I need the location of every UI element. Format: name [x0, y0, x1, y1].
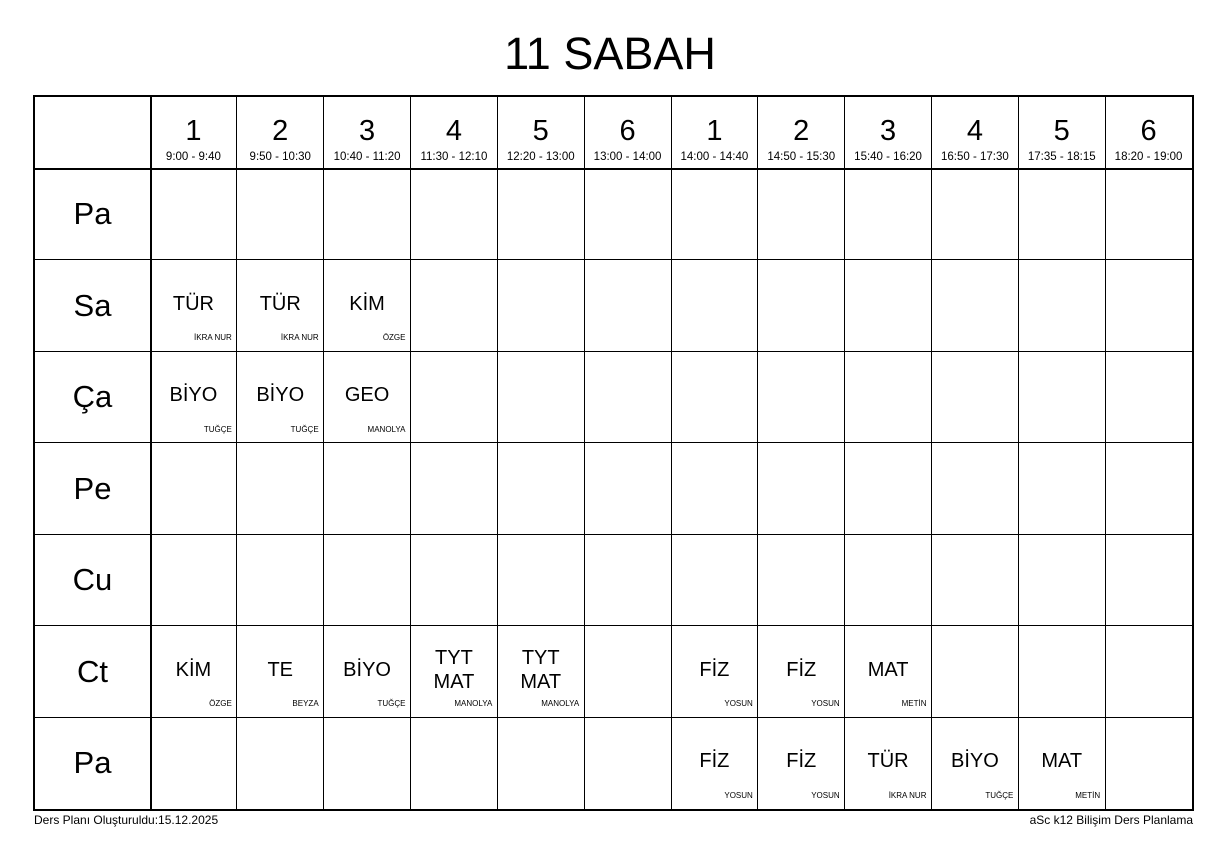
lesson-teacher: İKRA NUR — [280, 333, 319, 343]
lesson-subject: GEO — [344, 384, 390, 407]
lesson-subject: FİZ — [699, 750, 730, 773]
lesson-subject-line: TYT — [435, 646, 473, 669]
period-time: 14:50 - 15:30 — [767, 151, 836, 163]
lesson-cell — [845, 626, 932, 718]
period-number: 4 — [966, 115, 983, 147]
lesson-cell — [845, 717, 932, 809]
period-time: 9:00 - 9:40 — [165, 151, 221, 163]
lesson-teacher: TUĞÇE — [985, 790, 1014, 800]
lesson-teacher: ÖZGE — [382, 333, 406, 343]
period-time: 17:35 - 18:15 — [1027, 151, 1096, 163]
lesson-teacher: MANOLYA — [367, 424, 406, 434]
lesson-cell — [411, 626, 498, 718]
lesson-subject-line: TYT — [521, 646, 560, 669]
lesson-teacher: BEYZA — [292, 699, 319, 709]
footer-created-date: Ders Planı Oluşturuldu:15.12.2025 — [34, 813, 219, 827]
period-number: 2 — [793, 115, 810, 147]
lesson-subject: MAT — [1041, 750, 1083, 773]
lesson-subject: FİZ — [786, 750, 817, 773]
period-header — [497, 97, 584, 168]
period-header — [584, 97, 671, 168]
day-label: Ct — [77, 653, 108, 689]
day-label: Cu — [72, 562, 113, 598]
lesson-cell — [497, 626, 584, 718]
timetable-grid — [33, 95, 1194, 811]
grid-line — [35, 534, 1192, 535]
period-time: 16:50 - 17:30 — [941, 151, 1009, 163]
period-time: 12:20 - 13:00 — [506, 151, 575, 163]
lesson-cell — [324, 351, 411, 443]
period-header — [237, 97, 324, 168]
lesson-teacher: METİN — [1075, 790, 1101, 800]
period-time: 13:00 - 14:00 — [593, 151, 662, 163]
period-header — [932, 97, 1019, 168]
lesson-subject: KİM — [349, 292, 385, 315]
day-label: Ça — [72, 379, 113, 415]
period-number: 6 — [1140, 115, 1157, 147]
period-number: 4 — [445, 115, 462, 147]
lesson-teacher: METİN — [901, 699, 927, 709]
lesson-subject: BİYO — [169, 384, 218, 407]
lesson-teacher: MANOLYA — [541, 699, 580, 709]
lesson-subject-line: MAT — [433, 670, 475, 693]
lesson-teacher: YOSUN — [811, 790, 840, 800]
lesson-subject — [411, 646, 498, 694]
lesson-teacher: YOSUN — [724, 790, 753, 800]
period-number: 5 — [532, 115, 549, 147]
lesson-teacher: MANOLYA — [454, 699, 493, 709]
lesson-cell — [758, 626, 845, 718]
lesson-cell — [932, 717, 1019, 809]
lesson-cell — [1018, 717, 1105, 809]
lesson-cell — [150, 626, 237, 718]
period-number: 5 — [1053, 115, 1070, 147]
lesson-teacher: TUĞÇE — [290, 424, 319, 434]
day-label: Pe — [73, 470, 112, 506]
lesson-cell — [671, 626, 758, 718]
page-title: 11 SABAH — [504, 28, 716, 79]
lesson-subject: TÜR — [259, 292, 301, 315]
lesson-teacher: YOSUN — [724, 699, 753, 709]
lesson-cell — [671, 717, 758, 809]
lesson-subject: FİZ — [699, 658, 730, 681]
lesson-cell — [324, 260, 411, 352]
lesson-cell — [150, 260, 237, 352]
period-header — [1018, 97, 1105, 168]
period-header — [671, 97, 758, 168]
lesson-teacher: TUĞÇE — [377, 699, 406, 709]
period-header — [324, 97, 411, 168]
period-header — [411, 97, 498, 168]
lesson-subject: BİYO — [256, 384, 305, 407]
period-header — [758, 97, 845, 168]
grid-line — [1105, 97, 1106, 809]
day-label: Pa — [73, 745, 112, 781]
lesson-subject — [497, 646, 584, 694]
lesson-teacher: İKRA NUR — [888, 790, 927, 800]
period-time: 10:40 - 11:20 — [333, 151, 401, 163]
day-label: Sa — [73, 287, 112, 323]
period-time: 18:20 - 19:00 — [1114, 151, 1183, 163]
lesson-teacher: ÖZGE — [209, 699, 232, 709]
period-header — [150, 97, 237, 168]
lesson-subject: BİYO — [343, 658, 391, 681]
lesson-teacher: YOSUN — [811, 699, 840, 709]
lesson-cell — [237, 626, 324, 718]
lesson-subject-line: MAT — [520, 670, 562, 693]
lesson-cell — [150, 351, 237, 443]
lesson-cell — [758, 717, 845, 809]
period-number: 2 — [272, 115, 289, 147]
lesson-subject: FİZ — [786, 658, 817, 681]
period-number: 3 — [880, 115, 897, 147]
lesson-subject: MAT — [867, 658, 909, 681]
lesson-cell — [324, 626, 411, 718]
period-time: 15:40 - 16:20 — [854, 151, 922, 163]
day-label: Pa — [73, 196, 112, 231]
period-time: 9:50 - 10:30 — [249, 151, 311, 163]
period-header — [845, 97, 932, 168]
lesson-subject: BİYO — [951, 750, 999, 773]
period-time: 11:30 - 12:10 — [420, 151, 488, 163]
lesson-subject: TÜR — [172, 292, 214, 315]
period-header — [1105, 97, 1192, 168]
lesson-subject: TÜR — [867, 750, 909, 773]
lesson-cell — [237, 260, 324, 352]
period-time: 14:00 - 14:40 — [680, 151, 749, 163]
lesson-teacher: TUĞÇE — [203, 424, 232, 434]
period-number: 3 — [359, 115, 376, 147]
lesson-cell — [237, 351, 324, 443]
grid-line — [1018, 97, 1019, 809]
lesson-subject: TE — [267, 658, 294, 681]
period-number: 6 — [619, 115, 636, 147]
lesson-teacher: İKRA NUR — [194, 333, 232, 343]
period-number: 1 — [185, 115, 202, 147]
period-number: 1 — [706, 115, 723, 147]
footer-software-credit: aSc k12 Bilişim Ders Planlama — [1029, 813, 1193, 827]
lesson-subject: KİM — [175, 658, 212, 681]
